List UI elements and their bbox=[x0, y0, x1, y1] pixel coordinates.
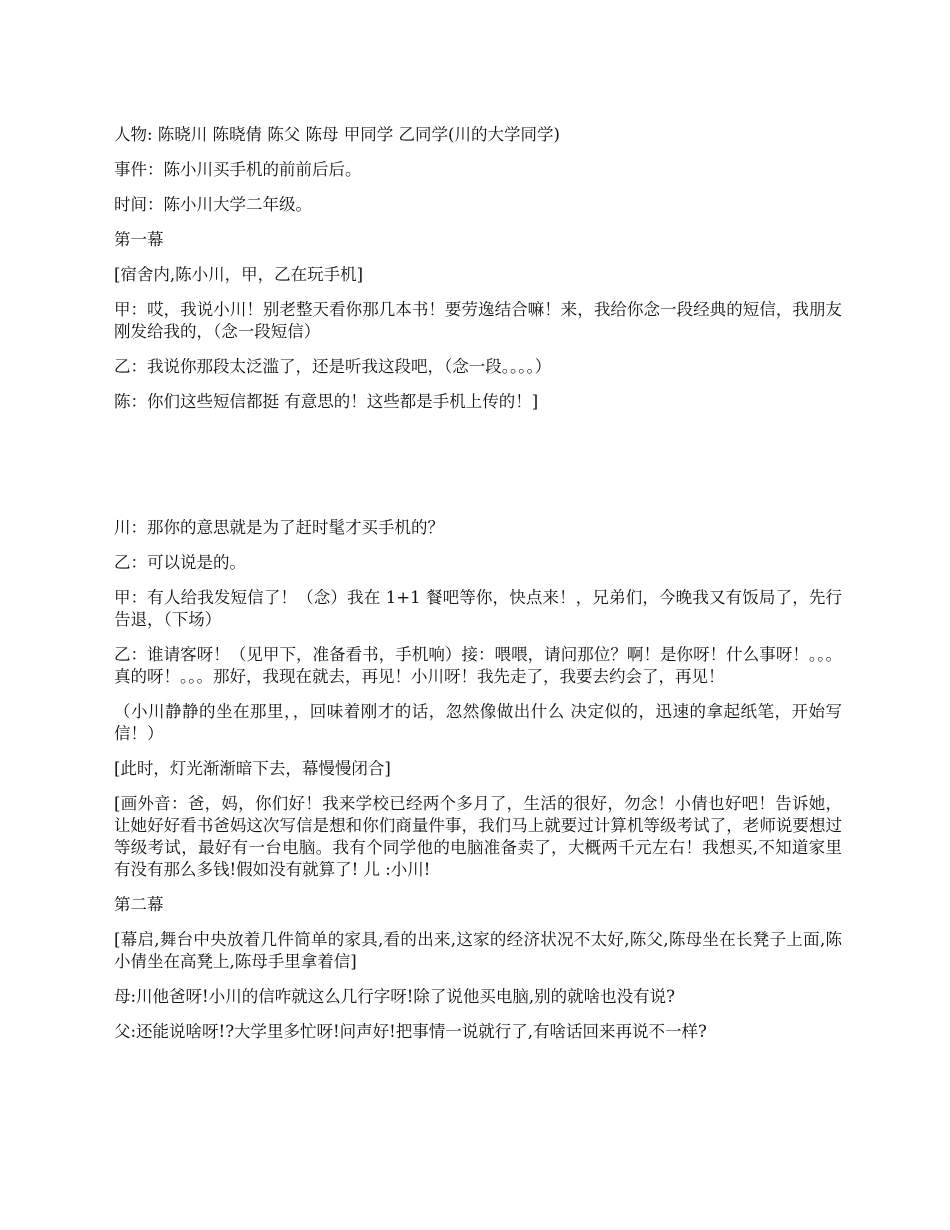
event-line: 事件：陈小川买手机的前前后后。 bbox=[114, 160, 362, 179]
act-two-heading: 第二幕 bbox=[114, 895, 164, 914]
dialogue-line: 父:还能说啥呀!?大学里多忙呀!问声好!把事情一说就行了,有啥话回来再说不一样? bbox=[114, 1022, 707, 1041]
stage-direction: [此时，灯光渐渐暗下去，幕慢慢闭合] bbox=[114, 759, 391, 778]
dialogue-line: 陈：你们这些短信都挺 有意思的！这些都是手机上传的！] bbox=[114, 392, 539, 411]
dialogue-line: 甲：有人给我发短信了！（念）我在 1+1 餐吧等你，快点来！，兄弟们，今晚我又有饭局了，先行告退，（下场） bbox=[114, 588, 842, 629]
blank-space bbox=[114, 426, 842, 517]
characters-line: 人物: 陈晓川 陈晓倩 陈父 陈母 甲同学 乙同学(川的大学同学) bbox=[114, 125, 560, 144]
stage-direction: [宿舍内,陈小川，甲，乙在玩手机] bbox=[114, 265, 364, 284]
dialogue-line: 母:川他爸呀!小川的信咋就这么几行字呀!除了说他买电脑,别的就啥也没有说? bbox=[114, 987, 675, 1006]
dialogue-line: 乙：可以说是的。 bbox=[114, 553, 246, 572]
time-line: 时间：陈小川大学二年级。 bbox=[114, 195, 312, 214]
document-body bbox=[114, 124, 842, 1056]
dialogue-line: 乙：谁请客呀！（见甲下，准备看书，手机响）接：喂喂，请问那位？啊！是你呀！什么事呀！。。。真的呀！。。。那好，我现在就去，再见！小川呀！我先走了，我要去约会了，再见！ bbox=[114, 645, 842, 686]
dialogue-line: 甲：哎，我说小川！别老整天看你那几本书！要劳逸结合嘛！来，我给你念一段经典的短信，我朋友刚发给我的，（念一段短信） bbox=[114, 300, 842, 341]
stage-direction: [幕启,舞台中央放着几件简单的家具,看的出来,这家的经济状况不太好,陈父,陈母坐在长凳子上面,陈小倩坐在高凳上,陈母手里拿着信] bbox=[114, 930, 842, 971]
voice-over: [画外音：爸，妈，你们好！我来学校已经两个多月了，生活的很好，勿念！小倩也好吧！告诉她，让她好好看书爸妈这次写信是想和你们商量件事，我们马上就要过计算机等级考试了，老师说要想过等级考试，最好有一台电脑。我有个同学他的电脑准备卖了，大概两千元左右！我想买,不知道家里有没有那么多钱!假如没有就算了! 儿 :小川! bbox=[114, 794, 842, 879]
stage-direction: （小川静静的坐在那里，，回味着刚才的话，忽然像做出什么 决定似的，迅速的拿起纸笔，开始写信！） bbox=[114, 702, 842, 743]
act-one-heading: 第一幕 bbox=[114, 230, 164, 249]
dialogue-line: 川：那你的意思就是为了赶时髦才买手机的？ bbox=[114, 518, 444, 537]
dialogue-line: 乙：我说你那段太泛滥了，还是听我这段吧，（念一段。。。。） bbox=[114, 357, 552, 376]
